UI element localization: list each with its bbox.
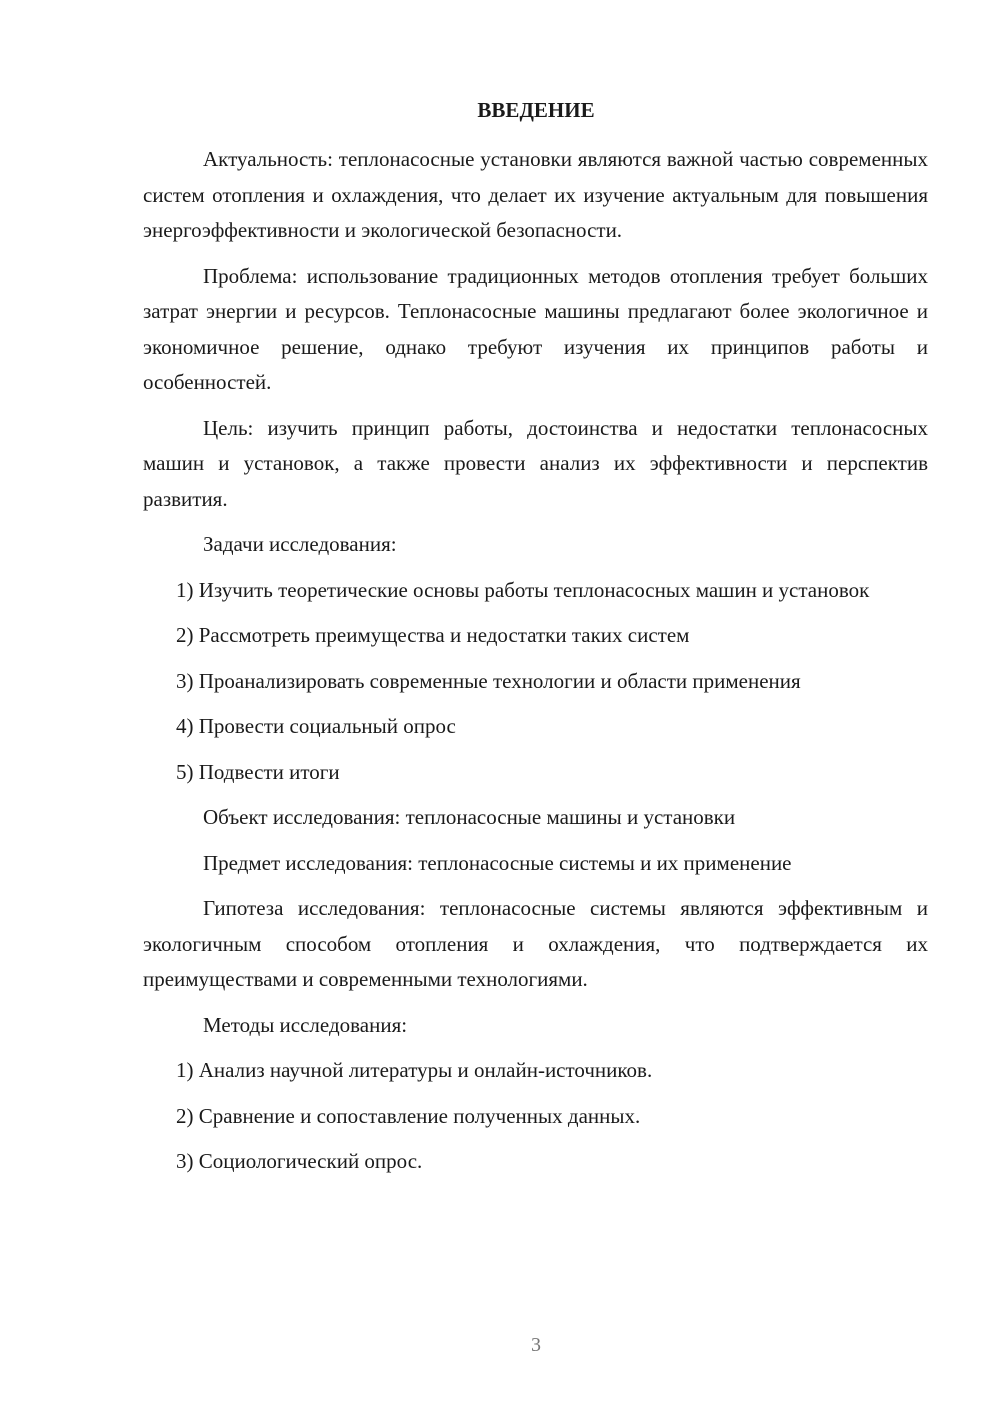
methods-heading: Методы исследования:	[203, 1012, 408, 1037]
goal-paragraph: Цель: изучить принцип работы, достоинства и недостатки теплонасосных машин и установок, а также провести анализ их эффективности и перспектив развития.	[143, 415, 928, 511]
section-title: ВВЕДЕНИЕ	[477, 98, 595, 122]
task-item-5: 5) Подвести итоги	[176, 759, 340, 784]
relevance-paragraph: Актуальность: теплонасосные установки являются важной частью современных систем отопления и охлаждения, что делает их изучение актуальным для повышения энергоэффективности и экологической безопасности.	[143, 147, 928, 242]
hypothesis-paragraph: Гипотеза исследования: теплонасосные системы являются эффективным и экологичным способом отопления и охлаждения, что подтверждается их преимуществами и современными технологиями.	[143, 896, 928, 991]
tasks-heading: Задачи исследования:	[203, 532, 397, 556]
document-body	[143, 142, 928, 1190]
method-item-2: 2) Сравнение и сопоставление полученных данных.	[176, 1103, 641, 1128]
task-item-4: 4) Провести социальный опрос	[176, 714, 456, 738]
task-item-3: 3) Проанализировать современные технологии и области применения	[176, 668, 801, 693]
method-item-1: 1) Анализ научной литературы и онлайн-источников.	[176, 1058, 653, 1082]
page-number: 3	[531, 1334, 541, 1356]
object-paragraph: Объект исследования: теплонасосные машины и установки	[203, 805, 736, 829]
task-item-2: 2) Рассмотреть преимущества и недостатки таких систем	[176, 623, 690, 647]
task-item-1: 1) Изучить теоретические основы работы теплонасосных машин и установок	[176, 577, 870, 602]
problem-paragraph: Проблема: использование традиционных методов отопления требует больших затрат энергии и ресурсов. Теплонасосные машины предлагают более экологичное и экономичное решение, однако требуют изучения их принципов работы и особенностей.	[143, 263, 928, 394]
method-item-3: 3) Социологический опрос.	[176, 1149, 423, 1173]
subject-paragraph: Предмет исследования: теплонасосные системы и их применение	[203, 850, 792, 875]
